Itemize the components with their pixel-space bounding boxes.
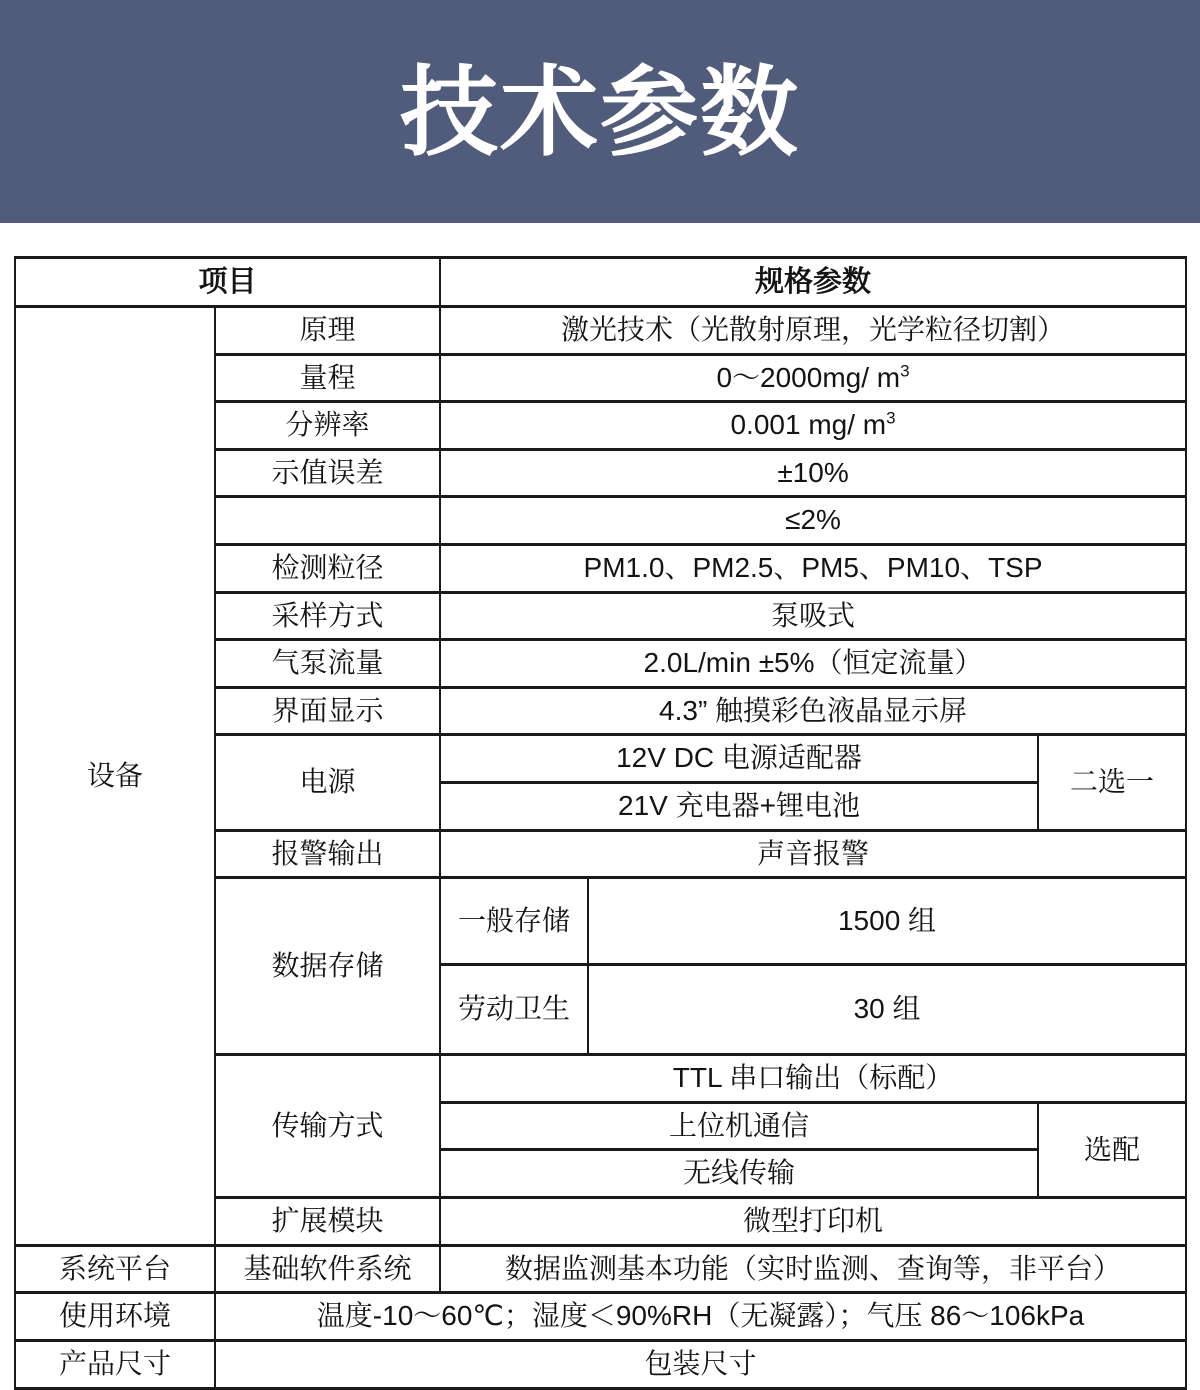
table-header-row	[15, 258, 1186, 307]
sampling-mode-value: 泵吸式	[440, 592, 1186, 640]
particle-size-value: PM1.0、PM2.5、PM5、PM10、TSP	[440, 545, 1186, 593]
group-cell-device: 设备	[15, 307, 215, 1246]
storage-hygiene-value: 30 组	[588, 965, 1186, 1055]
pump-flow-value: 2.0L/min ±5%（恒定流量）	[440, 640, 1186, 688]
expansion-value: 微型打印机	[440, 1197, 1186, 1245]
sampling-mode-label: 采样方式	[215, 592, 440, 640]
resolution-label: 分辨率	[215, 402, 440, 450]
resolution-superscript: 3	[886, 408, 896, 428]
transmission-option2-value: 无线传输	[440, 1150, 1038, 1198]
range-value	[440, 354, 1186, 402]
platform-value: 数据监测基本功能（实时监测、查询等，非平台）	[440, 1245, 1186, 1293]
alarm-value: 声音报警	[440, 830, 1186, 878]
row-product-size	[15, 1341, 1186, 1389]
display-value: 4.3” 触摸彩色液晶显示屏	[440, 687, 1186, 735]
principle-value: 激光技术（光散射原理，光学粒径切割）	[440, 307, 1186, 355]
environment-value: 温度-10～60℃；湿度＜90%RH（无凝露）；气压 86～106kPa	[215, 1293, 1186, 1341]
indication-error-value: ±10%	[440, 449, 1186, 497]
transmission-standard-value: TTL 串口输出（标配）	[440, 1055, 1186, 1103]
title-banner	[0, 0, 1200, 223]
spec-table	[14, 256, 1187, 1390]
display-label: 界面显示	[215, 687, 440, 735]
spec-table-container	[14, 256, 1186, 1390]
power-option2-value: 21V 充电器+锂电池	[440, 782, 1038, 830]
range-value-text: 0～2000mg/ m	[716, 361, 901, 393]
transmission-note: 选配	[1038, 1102, 1186, 1197]
storage-hygiene-label: 劳动卫生	[440, 965, 588, 1055]
range-label: 量程	[215, 354, 440, 402]
row-environment	[15, 1293, 1186, 1341]
transmission-label: 传输方式	[215, 1055, 440, 1198]
storage-label: 数据存储	[215, 878, 440, 1055]
power-note: 二选一	[1038, 735, 1186, 830]
range-superscript: 3	[900, 361, 910, 381]
row-principle	[15, 307, 1186, 355]
product-size-value: 包装尺寸	[215, 1341, 1186, 1389]
row-platform	[15, 1245, 1186, 1293]
principle-label: 原理	[215, 307, 440, 355]
transmission-option1-value: 上位机通信	[440, 1102, 1038, 1150]
expansion-label: 扩展模块	[215, 1197, 440, 1245]
column-header-item: 项目	[15, 258, 440, 307]
environment-label: 使用环境	[15, 1293, 215, 1341]
product-size-label: 产品尺寸	[15, 1341, 215, 1389]
storage-general-value: 1500 组	[588, 878, 1186, 965]
repeatability-value: ≤2%	[440, 497, 1186, 545]
resolution-value-text: 0.001 mg/ m	[730, 409, 887, 441]
page-title: 技术参数	[399, 56, 800, 167]
column-header-spec: 规格参数	[440, 258, 1186, 307]
storage-general-label: 一般存储	[440, 878, 588, 965]
power-option1-value: 12V DC 电源适配器	[440, 735, 1038, 783]
resolution-value	[440, 402, 1186, 450]
platform-label: 基础软件系统	[215, 1245, 440, 1293]
particle-size-label: 检测粒径	[215, 545, 440, 593]
pump-flow-label: 气泵流量	[215, 640, 440, 688]
platform-group-cell: 系统平台	[15, 1245, 215, 1293]
alarm-label: 报警输出	[215, 830, 440, 878]
indication-error-label: 示值误差	[215, 449, 440, 497]
power-label: 电源	[215, 735, 440, 830]
repeatability-label	[215, 497, 440, 545]
